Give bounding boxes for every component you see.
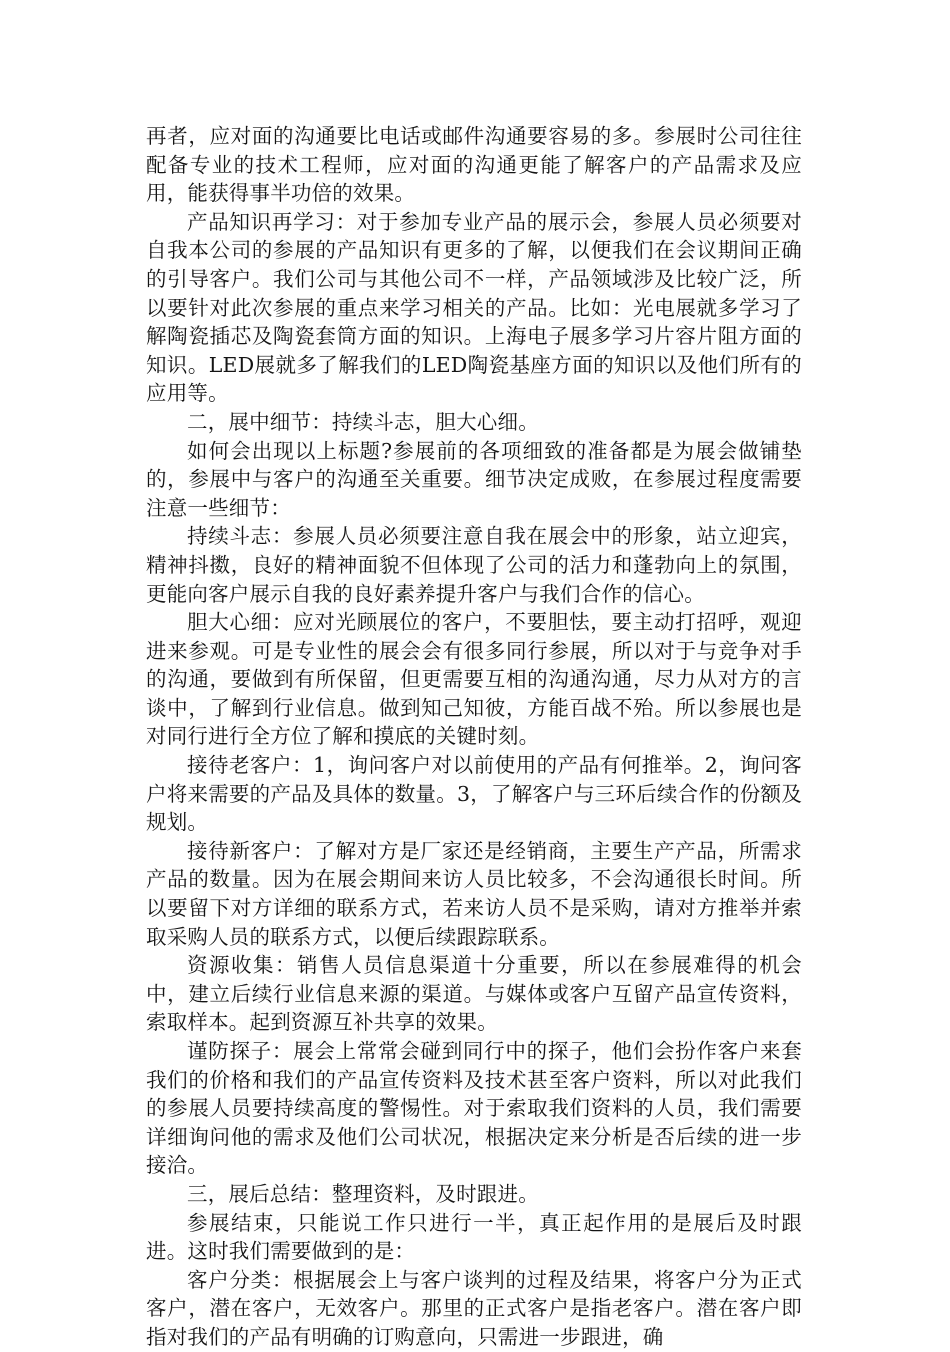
paragraph-details-intro: 如何会出现以上标题?参展前的各项细致的准备都是为展会做铺垫的，参展中与客户的沟通至关重要。细节决定成败，在参展过程度需要注意一些细节：: [146, 438, 802, 520]
paragraph-product-knowledge: 产品知识再学习：对于参加专业产品的展示会，参展人员必须要对自我本公司的参展的产品知识有更多的了解，以便我们在会议期间正确的引导客户。我们公司与其他公司不一样，产品领域涉及比较广泛，所以要针对此次参展的重点来学习相关的产品。比如：光电展就多学习了解陶瓷插芯及陶瓷套筒方面的知识。上海电子展多学习片容片阻方面的知识。LED展就多了解我们的LED陶瓷基座方面的知识以及他们所有的应用等。: [146, 209, 802, 406]
paragraph-bold-careful: 胆大心细：应对光顾展位的客户，不要胆怯，要主动打招呼，观迎进来参观。可是专业性的展会会有很多同行参展，所以对于与竞争对手的沟通，要做到有所保留，但更需要互相的沟通沟通，尽力从对方的言谈中，了解到行业信息。做到知己知彼，方能百战不殆。所以参展也是对同行进行全方位了解和摸底的关键时刻。: [146, 610, 802, 749]
paragraph-follow-up: 参展结束，只能说工作只进行一半，真正起作用的是展后及时跟进。这时我们需要做到的是：: [146, 1210, 802, 1264]
document-page: [146, 122, 802, 1352]
paragraph-resource-collection: 资源收集：销售人员信息渠道十分重要，所以在参展难得的机会中，建立后续行业信息来源的渠道。与媒体或客户互留产品宣传资料，索取样本。起到资源互补共享的效果。: [146, 953, 802, 1035]
paragraph-old-customers: 接待老客户：1，询问客户对以前使用的产品有何推举。2，询问客户将来需要的产品及具体的数量。3，了解客户与三环后续合作的份额及规划。: [146, 753, 802, 835]
section-heading-during-exhibition: 二，展中细节：持续斗志，胆大心细。: [187, 409, 539, 434]
paragraph-customer-classification: 客户分类：根据展会上与客户谈判的过程及结果，将客户分为正式客户，潜在客户，无效客户。那里的正式客户是指老客户。潜在客户即指对我们的产品有明确的订购意向，只需进一步跟进，确: [146, 1267, 802, 1349]
paragraph-beware-spies: 谨防探子：展会上常常会碰到同行中的探子，他们会扮作客户来套我们的价格和我们的产品宣传资料及技术甚至客户资料，所以对此我们的参展人员要持续高度的警惕性。对于索取我们资料的人员，我们需要详细询问他的需求及他们公司状况，根据决定来分析是否后续的进一步接洽。: [146, 1039, 802, 1178]
paragraph-intro: 再者，应对面的沟通要比电话或邮件沟通要容易的多。参展时公司往往配备专业的技术工程师，应对面的沟通更能了解客户的产品需求及应用，能获得事半功倍的效果。: [146, 124, 802, 206]
paragraph-keep-spirit: 持续斗志：参展人员必须要注意自我在展会中的形象，站立迎宾，精神抖擞，良好的精神面貌不但体现了公司的活力和蓬勃向上的氛围，更能向客户展示自我的良好素养提升客户与我们合作的信心。: [146, 524, 802, 606]
paragraph-new-customers: 接待新客户：了解对方是厂家还是经销商，主要生产产品，所需求产品的数量。因为在展会期间来访人员比较多，不会沟通很长时间。所以要留下对方详细的联系方式，若来访人员不是采购，请对方推举并索取采购人员的联系方式，以便后续跟踪联系。: [146, 838, 802, 949]
section-heading-after-exhibition: 三，展后总结：整理资料，及时跟进。: [187, 1181, 539, 1206]
